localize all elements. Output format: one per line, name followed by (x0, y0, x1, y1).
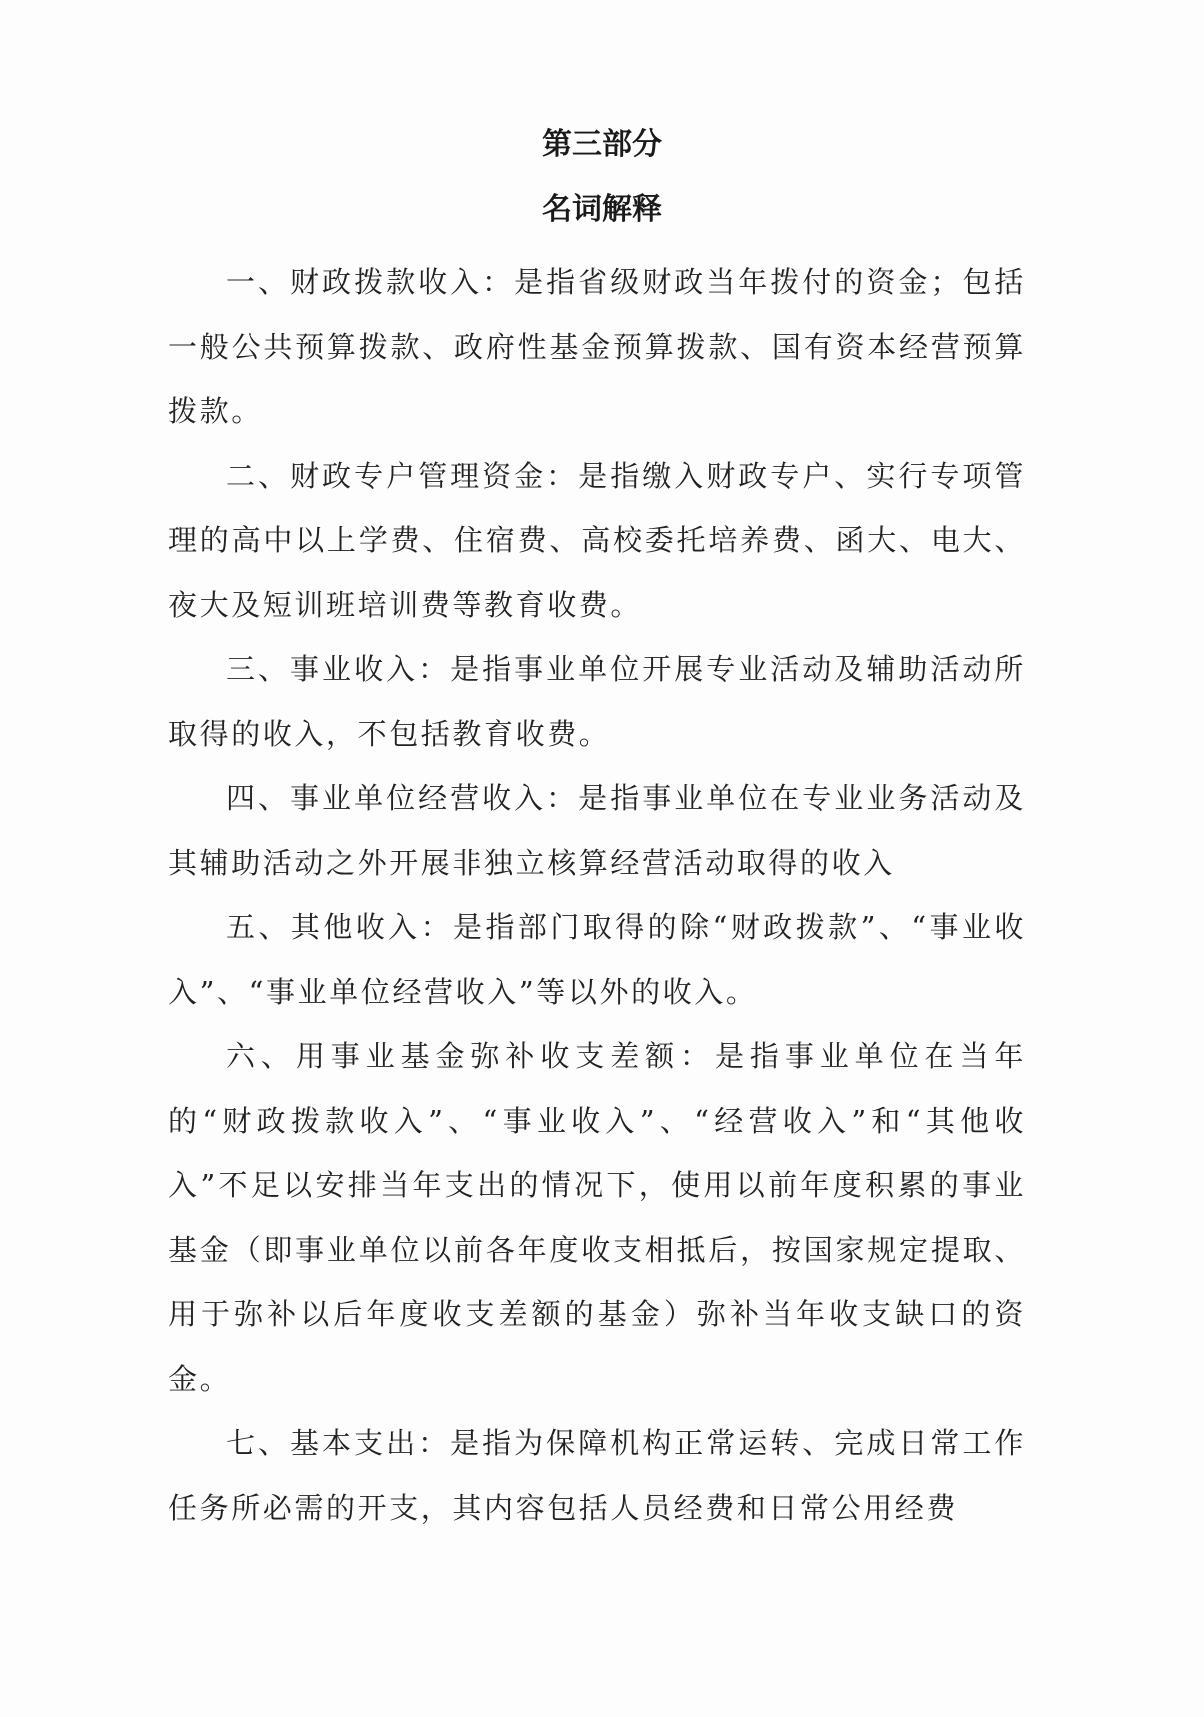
paragraph-5: 五、其他收入：是指部门取得的除“财政拨款”、“事业收入”、“事业单位经营收入”等以外的收入。 (168, 910, 1026, 1009)
paragraph-6: 六、用事业基金弥补收支差额：是指事业单位在当年的“财政拨款收入”、“事业收入”、“经营收入”和“其他收入”不足以安排当年支出的情况下，使用以前年度积累的事业基金（即事业单位以前各年度收支相抵后，按国家规定提取、用于弥补以后年度收支差额的基金）弥补当年收支缺口的资金。 (168, 1039, 1026, 1396)
paragraph-2: 二、财政专户管理资金：是指缴入财政专户、实行专项管理的高中以上学费、住宿费、高校委托培养费、函大、电大、夜大及短训班培训费等教育收费。 (168, 458, 1026, 622)
page-title: 名词解释 (542, 192, 662, 227)
paragraph-7: 七、基本支出：是指为保障机构正常运转、完成日常工作任务所必需的开支，其内容包括人员经费和日常公用经费 (168, 1426, 1026, 1525)
paragraph-4: 四、事业单位经营收入：是指事业单位在专业业务活动及其辅助活动之外开展非独立核算经营活动取得的收入 (168, 781, 1026, 880)
document-body (168, 250, 1026, 1540)
paragraph-3: 三、事业收入：是指事业单位开展专业活动及辅助活动所取得的收入，不包括教育收费。 (168, 652, 1026, 751)
part-heading: 第三部分 (542, 127, 662, 162)
paragraph-1: 一、财政拨款收入：是指省级财政当年拨付的资金；包括一般公共预算拨款、政府性基金预算拨款、国有资本经营预算拨款。 (168, 265, 1026, 428)
